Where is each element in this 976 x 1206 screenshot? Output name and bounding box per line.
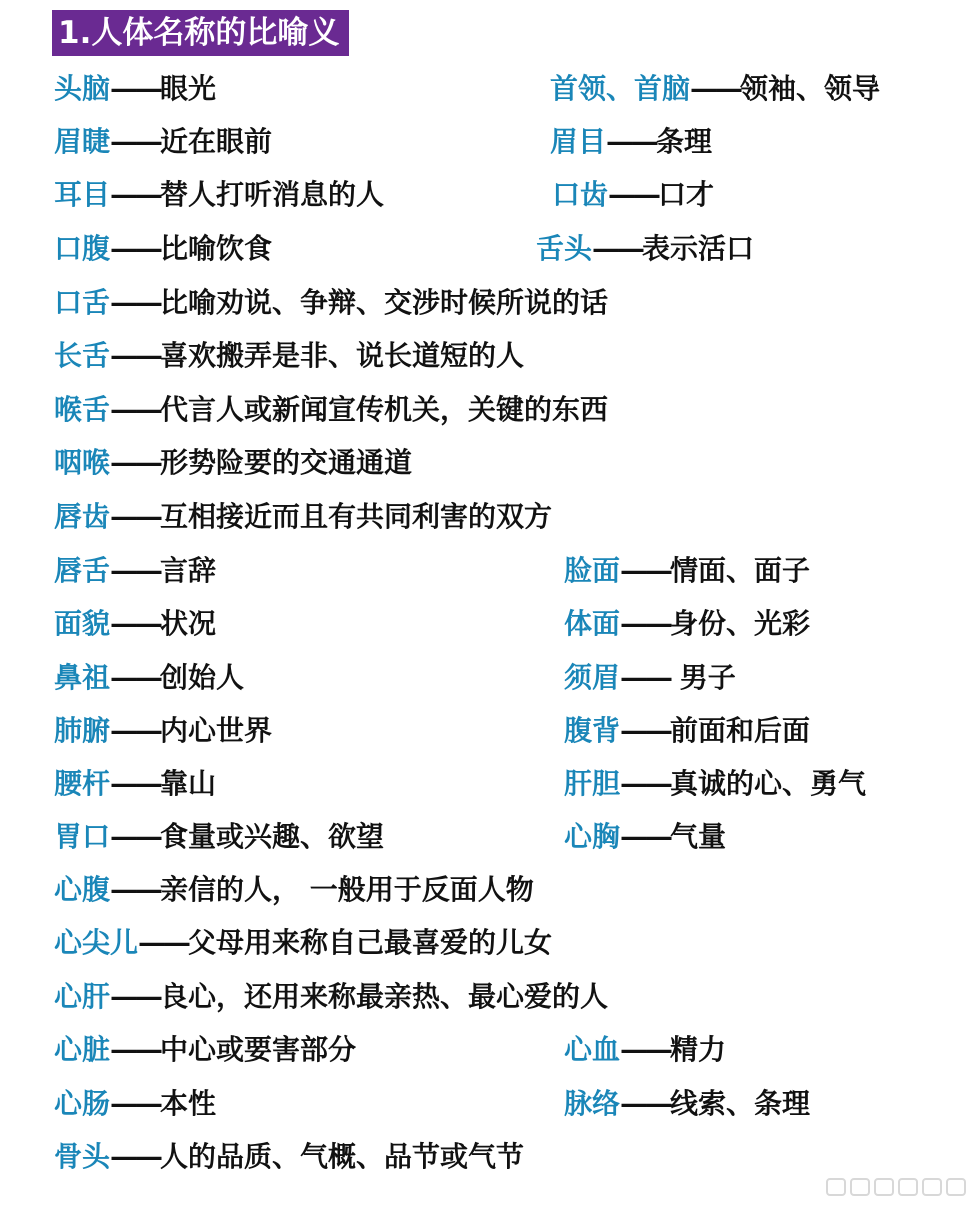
entry-meaning: 创始人 — [160, 661, 245, 694]
entry-xinfu — [54, 872, 534, 908]
entry-dash: —— — [110, 446, 161, 479]
entry-dash: —— — [138, 926, 189, 959]
entry-dash: —— — [110, 980, 161, 1013]
entry-toupao — [54, 71, 216, 107]
entry-dash: —— — [606, 125, 657, 158]
entry-kouchi — [552, 177, 714, 213]
entry-mailuo — [564, 1086, 810, 1122]
entry-dash: —— — [110, 661, 161, 694]
entry-term: 唇齿 — [54, 500, 111, 533]
entry-gutou — [54, 1139, 524, 1175]
entry-term: 骨头 — [54, 1140, 111, 1173]
entry-meaning: 近在眼前 — [160, 125, 273, 158]
entry-term: 肺腑 — [54, 714, 111, 747]
entry-term: 面貌 — [54, 607, 111, 640]
entry-meaning: 比喻劝说、争辩、交涉时候所说的话 — [160, 286, 609, 319]
watermark-box — [946, 1178, 966, 1196]
entry-xinxue — [564, 1032, 726, 1068]
entry-term: 须眉 — [564, 661, 621, 694]
entry-dash: —— — [620, 554, 671, 587]
entry-shouling — [550, 71, 880, 107]
watermark-box — [850, 1178, 870, 1196]
entry-meaning: 亲信的人， 一般用于反面人物 — [160, 873, 534, 906]
entry-koushe — [54, 285, 608, 321]
entry-term: 口齿 — [552, 178, 609, 211]
entry-dash: —— — [690, 72, 741, 105]
entry-meaning: 表示活口 — [642, 232, 755, 265]
entry-meaning: 口才 — [658, 178, 715, 211]
entry-term: 心肝 — [54, 980, 111, 1013]
entry-meaning: 身份、光彩 — [670, 607, 811, 640]
entry-term: 心脏 — [54, 1033, 111, 1066]
entry-dash: —— — [110, 714, 161, 747]
entry-term: 眉睫 — [54, 125, 111, 158]
entry-yaogan — [54, 766, 216, 802]
entry-meijie — [54, 124, 272, 160]
entry-term: 腹背 — [564, 714, 621, 747]
entry-meaning: 精力 — [670, 1033, 727, 1066]
entry-dash: —— — [620, 767, 671, 800]
entry-meaning: 互相接近而且有共同利害的双方 — [160, 500, 553, 533]
entry-meaning: 形势险要的交通通道 — [160, 446, 413, 479]
entry-meaning: 人的品质、气概、品节或气节 — [160, 1140, 525, 1173]
entry-meaning: 言辞 — [160, 554, 217, 587]
watermark-box — [922, 1178, 942, 1196]
entry-meaning: 领袖、领导 — [740, 72, 881, 105]
entry-changshe — [54, 338, 524, 374]
entry-meaning: 前面和后面 — [670, 714, 811, 747]
entry-meaning: 食量或兴趣、欲望 — [160, 820, 385, 853]
entry-dash: —— — [620, 661, 671, 694]
entry-term: 头脑 — [54, 72, 111, 105]
entry-term: 腰杆 — [54, 767, 111, 800]
entry-koufu — [54, 231, 272, 267]
entry-dash: —— — [110, 1140, 161, 1173]
entry-term: 喉舌 — [54, 393, 111, 426]
entry-meimu — [550, 124, 712, 160]
entry-dash: —— — [110, 767, 161, 800]
entry-xingan — [54, 979, 608, 1015]
entry-dash: —— — [110, 607, 161, 640]
entry-term: 耳目 — [54, 178, 111, 211]
entry-meaning: 气量 — [670, 820, 727, 853]
entry-meaning: 替人打听消息的人 — [160, 178, 385, 211]
entry-xumei — [564, 660, 736, 696]
entry-term: 眉目 — [550, 125, 607, 158]
entry-dash: —— — [620, 1033, 671, 1066]
entry-dash: —— — [110, 1033, 161, 1066]
entry-term: 肝胆 — [564, 767, 621, 800]
entry-dash: —— — [110, 873, 161, 906]
entry-dash: —— — [110, 125, 161, 158]
entry-term: 心肠 — [54, 1087, 111, 1120]
entry-meaning: 比喻饮食 — [160, 232, 273, 265]
entry-meaning: 真诚的心、勇气 — [670, 767, 867, 800]
entry-meaning: 靠山 — [160, 767, 217, 800]
entry-dash: —— — [110, 286, 161, 319]
entry-meaning: 中心或要害部分 — [160, 1033, 357, 1066]
entry-dash: —— — [110, 1087, 161, 1120]
entry-dash: —— — [110, 393, 161, 426]
entry-meaning: 喜欢搬弄是非、说长道短的人 — [160, 339, 525, 372]
entry-mianmao — [54, 606, 216, 642]
entry-chunshe — [54, 553, 216, 589]
entry-fubei — [564, 713, 810, 749]
entry-meaning: 情面、面子 — [670, 554, 811, 587]
entry-dash: —— — [592, 232, 643, 265]
entry-xinzang — [54, 1032, 356, 1068]
entry-term: 长舌 — [54, 339, 111, 372]
entry-ermu — [54, 177, 384, 213]
entry-term: 唇舌 — [54, 554, 111, 587]
entry-bizu — [54, 660, 244, 696]
entry-dash: —— — [110, 554, 161, 587]
entry-term: 体面 — [564, 607, 621, 640]
entry-dash: —— — [620, 714, 671, 747]
entry-shetou — [536, 231, 754, 267]
entry-meaning: 父母用来称自己最喜爱的儿女 — [188, 926, 553, 959]
watermark-box — [898, 1178, 918, 1196]
entry-meaning: 条理 — [656, 125, 713, 158]
entry-term: 舌头 — [536, 232, 593, 265]
entry-dash: —— — [110, 339, 161, 372]
entry-term: 鼻祖 — [54, 661, 111, 694]
entry-term: 口舌 — [54, 286, 111, 319]
entry-dash: —— — [110, 232, 161, 265]
entry-meaning: 状况 — [160, 607, 217, 640]
entry-dash: —— — [620, 1087, 671, 1120]
entry-term: 心腹 — [54, 873, 111, 906]
entry-meaning: 本性 — [160, 1087, 217, 1120]
watermark-box — [874, 1178, 894, 1196]
entry-dash: —— — [608, 178, 659, 211]
entry-timian — [564, 606, 810, 642]
entry-meaning: 内心世界 — [160, 714, 273, 747]
entry-term: 脉络 — [564, 1087, 621, 1120]
entry-term: 心胸 — [564, 820, 621, 853]
entry-yanhou — [54, 445, 412, 481]
entry-dash: —— — [620, 607, 671, 640]
entry-term: 首领、首脑 — [550, 72, 691, 105]
entry-dash: —— — [110, 500, 161, 533]
entry-term: 胃口 — [54, 820, 111, 853]
entry-weikou — [54, 819, 384, 855]
entry-xinjianer — [54, 925, 552, 961]
page-title: 1.人体名称的比喻义 — [52, 10, 349, 56]
entry-gandan — [564, 766, 866, 802]
entry-dash: —— — [110, 72, 161, 105]
watermark-logo — [826, 1178, 966, 1196]
entry-chunchi — [54, 499, 552, 535]
entry-xinchang — [54, 1086, 216, 1122]
entry-dash: —— — [110, 820, 161, 853]
entry-feifu — [54, 713, 272, 749]
entry-term: 心血 — [564, 1033, 621, 1066]
entry-meaning: 线索、条理 — [670, 1087, 811, 1120]
entry-lianmian — [564, 553, 810, 589]
entry-term: 心尖儿 — [54, 926, 139, 959]
entry-term: 咽喉 — [54, 446, 111, 479]
entry-houshe — [54, 392, 608, 428]
entry-dash: —— — [110, 178, 161, 211]
entry-term: 脸面 — [564, 554, 621, 587]
entry-dash: —— — [620, 820, 671, 853]
entry-term: 口腹 — [54, 232, 111, 265]
entry-meaning: 良心，还用来称最亲热、最心爱的人 — [160, 980, 609, 1013]
entry-meaning: 代言人或新闻宣传机关，关键的东西 — [160, 393, 609, 426]
watermark-box — [826, 1178, 846, 1196]
entry-meaning: 眼光 — [160, 72, 217, 105]
entry-meaning: 男子 — [670, 661, 736, 694]
entry-xinxiong — [564, 819, 726, 855]
